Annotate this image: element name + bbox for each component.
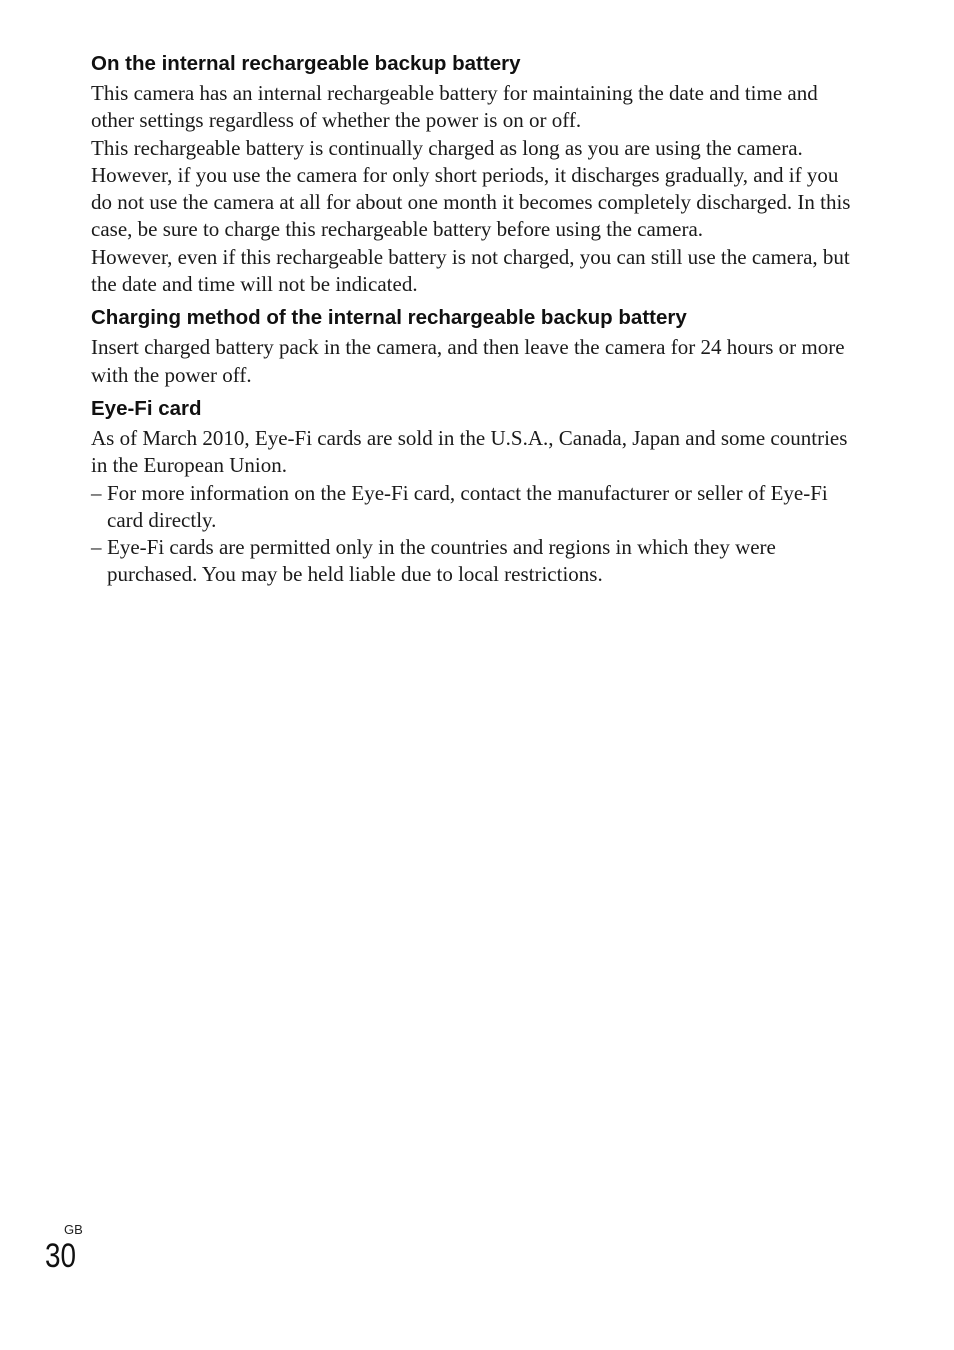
paragraph: Insert charged battery pack in the camera, and then leave the camera for 24 hours or more with the power off. xyxy=(91,335,845,387)
page-number: 30 xyxy=(45,1237,77,1275)
dash-marker: – xyxy=(91,480,102,505)
list-item xyxy=(91,534,851,589)
list-item-text: Eye-Fi cards are permitted only in the countries and regions in which they were purchased. You may be held liable due to local restrictions. xyxy=(107,535,776,587)
region-code: GB xyxy=(64,1222,83,1237)
list-item-text: For more information on the Eye-Fi card, contact the manufacturer or seller of Eye-Fi card directly. xyxy=(107,480,828,532)
paragraph: However, even if this rechargeable battery is not charged, you can still use the camera, but the date and time will not be indicated. xyxy=(91,244,850,297)
paragraph: This rechargeable battery is continually charged as long as you are using the camera. However, if you use the camera for only short periods, it discharges gradually, and if you do not use the camera at all for about one month it becomes completely discharged. In this case, be sure to charge this rechargeable battery before using the camera. xyxy=(91,135,851,242)
list-item xyxy=(91,480,851,535)
page-content xyxy=(91,50,851,589)
section-backup-battery xyxy=(91,50,851,298)
paragraph: As of March 2010, Eye-Fi cards are sold in the U.S.A., Canada, Japan and some countries in the European Union. xyxy=(91,425,848,478)
dash-marker: – xyxy=(91,535,102,560)
section-eye-fi-card xyxy=(91,395,851,589)
section-heading: Charging method of the internal rechargeable backup battery xyxy=(91,306,687,330)
paragraph: This camera has an internal rechargeable battery for maintaining the date and time and other settings regardless of whether the power is on or off. xyxy=(91,81,818,133)
section-heading: Eye-Fi card xyxy=(91,396,202,420)
section-charging-method xyxy=(91,304,851,389)
section-heading: On the internal rechargeable backup battery xyxy=(91,52,521,75)
